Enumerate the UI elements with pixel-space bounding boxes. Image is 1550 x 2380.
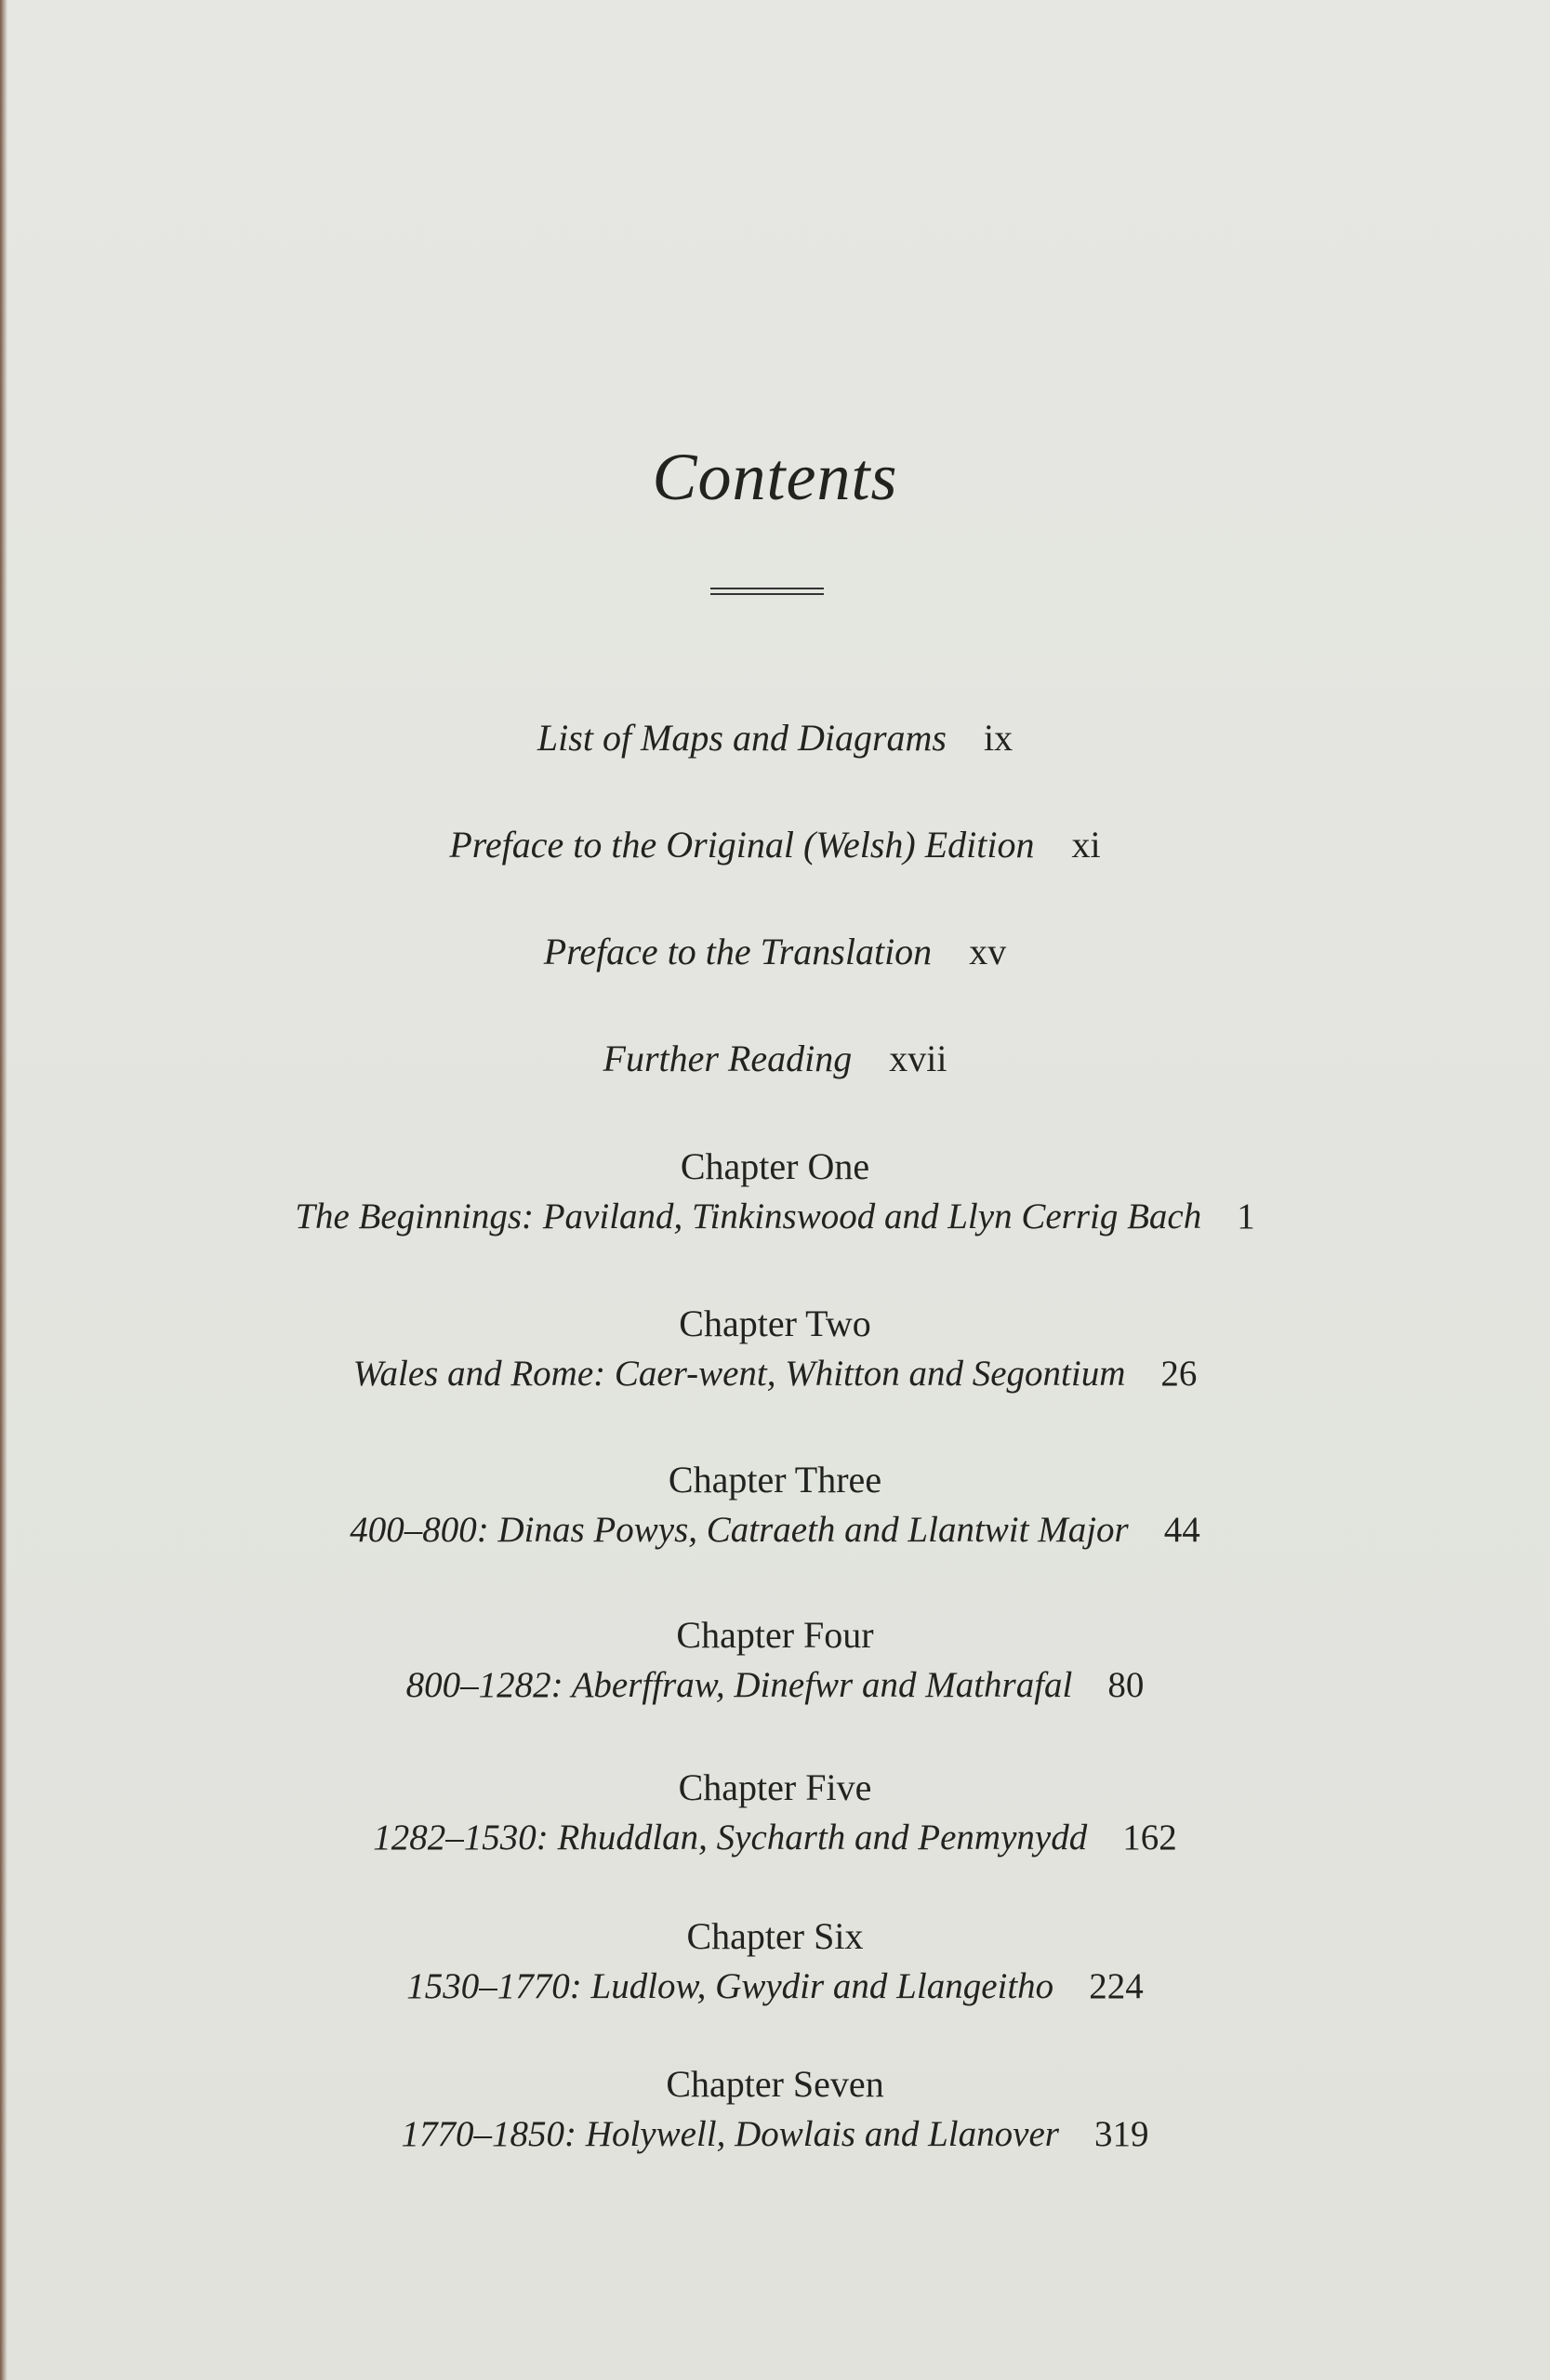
toc-entry-preface-translation[interactable]	[0, 927, 1550, 977]
toc-chapter-two[interactable]	[0, 1299, 1550, 1399]
chapter-title: The Beginnings: Paviland, Tinkinswood and Llyn Cerrig Bach	[295, 1197, 1202, 1236]
chapter-page: 1	[1237, 1197, 1255, 1236]
chapter-heading: Chapter Five	[678, 1766, 872, 1808]
toc-entry-page: xi	[1071, 824, 1101, 866]
double-rule-divider	[710, 588, 824, 595]
chapter-page: 80	[1107, 1665, 1145, 1705]
chapter-title: 400–800: Dinas Powys, Catraeth and Llantwit Major	[350, 1510, 1129, 1550]
chapter-page: 162	[1122, 1818, 1177, 1858]
chapter-heading: Chapter Four	[676, 1614, 874, 1656]
chapter-heading: Chapter Six	[686, 1915, 864, 1957]
toc-entry-page: ix	[983, 717, 1013, 759]
toc-entry-title: List of Maps and Diagrams	[537, 717, 947, 759]
chapter-title: 1770–1850: Holywell, Dowlais and Llanover	[401, 2114, 1059, 2154]
toc-chapter-one[interactable]	[0, 1142, 1550, 1242]
toc-chapter-seven[interactable]	[0, 2059, 1550, 2160]
toc-entry-maps[interactable]	[0, 713, 1550, 763]
toc-chapter-six[interactable]	[0, 1911, 1550, 2012]
chapter-page: 224	[1089, 1966, 1144, 2006]
page-title: Contents	[652, 440, 898, 514]
toc-chapter-four[interactable]	[0, 1610, 1550, 1711]
chapter-heading: Chapter Seven	[666, 2063, 884, 2105]
chapter-title: 1282–1530: Rhuddlan, Sycharth and Penmynydd	[373, 1818, 1088, 1858]
chapter-title: 1530–1770: Ludlow, Gwydir and Llangeitho	[406, 1966, 1054, 2006]
chapter-page: 26	[1160, 1354, 1198, 1394]
toc-entry-page: xv	[969, 931, 1007, 972]
toc-chapter-five[interactable]	[0, 1763, 1550, 1863]
toc-entry-further-reading[interactable]	[0, 1034, 1550, 1084]
chapter-heading: Chapter Three	[668, 1459, 882, 1501]
chapter-title: Wales and Rome: Caer-went, Whitton and Segontium	[352, 1354, 1126, 1394]
toc-chapter-three[interactable]	[0, 1455, 1550, 1555]
toc-entry-title: Further Reading	[603, 1038, 853, 1079]
chapter-heading: Chapter One	[680, 1145, 870, 1187]
chapter-page: 319	[1093, 2114, 1149, 2154]
toc-entry-title: Preface to the Original (Welsh) Edition	[449, 824, 1035, 866]
toc-entry-page: xvii	[889, 1038, 947, 1079]
chapter-page: 44	[1163, 1510, 1200, 1550]
chapter-heading: Chapter Two	[679, 1302, 871, 1344]
chapter-title: 800–1282: Aberffraw, Dinefwr and Mathrafal	[405, 1665, 1073, 1705]
toc-entry-preface-original[interactable]	[0, 820, 1550, 870]
toc-entry-title: Preface to the Translation	[543, 931, 933, 972]
